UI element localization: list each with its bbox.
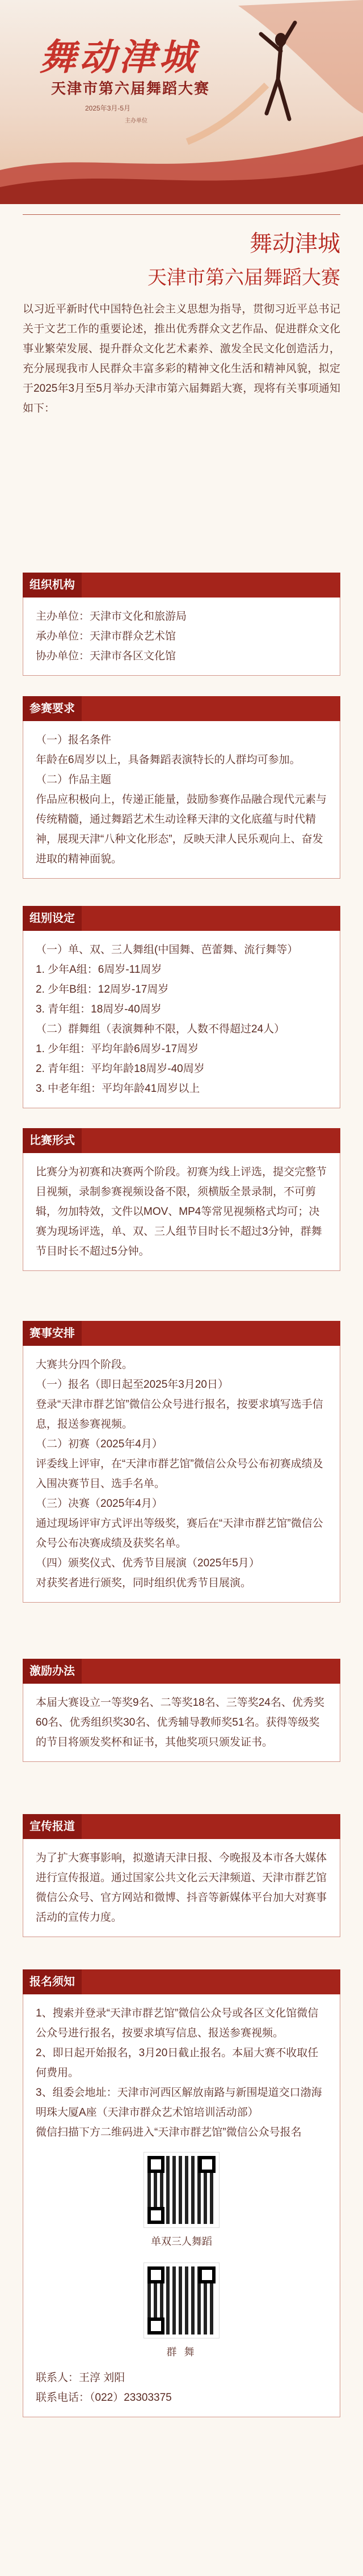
qr-area	[36, 2153, 327, 2362]
qr-code-group[interactable]	[144, 2263, 219, 2338]
section-header	[23, 1969, 340, 1994]
section-body	[23, 1684, 340, 1762]
section-schedule	[23, 1321, 340, 1603]
banner	[0, 0, 363, 204]
section-header	[23, 573, 340, 598]
section-header	[23, 1321, 340, 1346]
schedule-line: 评委线上评审，在“天津市群艺馆”微信公众号公布初赛成绩及入围决赛节目、选手名单。	[36, 1458, 323, 1490]
section-body	[23, 931, 340, 1108]
banner-subtitle: 天津市第六届舞蹈大赛	[51, 80, 210, 97]
schedule-line: （三）决赛（2025年4月）	[36, 1498, 163, 1510]
group-line: 2. 少年B组：12周岁-17周岁	[36, 984, 169, 995]
req-line: 作品应积极向上，传递正能量，鼓励参赛作品融合现代元素与传统精髓，通过舞蹈艺术生动诠释天津的文化底蕴与时代精神，展现天津“八种文化形态”，反映天津人民乐观向上、奋发进取的精神面貌。	[36, 794, 327, 865]
format-line: 比赛分为初赛和决赛两个阶段。初赛为线上评选，提交完整节目视频，录制参赛视频设备不限，须横版全景录制，不可剪辑，勿加特效，文件以MOV、MP4等常见视频格式均可；决赛为现场评选，单、双、三人组节目时长不超过3分钟，群舞节目时长不超过5分钟。	[36, 1166, 327, 1257]
intro-paragraph: 以习近平新时代中国特色社会主义思想为指导，贯彻习近平总书记关于文艺工作的重要论述，推出优秀群众文艺作品、促进群众文化事业繁荣发展、提升群众文化艺术素养、激发全民文化创造活力，充分展现我市人民群众丰富多彩的精神文化生活和精神风貌，拟定于2025年3月至5月举办天津市第六届舞蹈大赛，现将有关事项通知如下：	[23, 303, 340, 414]
section-title: 参赛要求	[23, 696, 82, 721]
signup-line: 微信扫描下方二维码进入“天津市群艺馆”微信公众号报名	[36, 2126, 302, 2138]
schedule-line: （四）颁奖仪式、优秀节目展演（2025年5月）	[36, 1557, 260, 1569]
banner-org: 主办单位	[125, 118, 147, 124]
contact-phone: 联系电话：（022）23303375	[36, 2392, 172, 2404]
req-line: （一）报名条件	[36, 734, 112, 746]
schedule-line: （一）报名（即日起至2025年3月20日）	[36, 1379, 229, 1391]
section-title: 赛事安排	[23, 1321, 82, 1346]
section-body	[23, 1994, 340, 2417]
schedule-line: 通过现场评审方式评出等级奖，赛后在“天津市群艺馆”微信公众号公布决赛成绩及获奖名单。	[36, 1518, 323, 1549]
section-title: 报名须知	[23, 1969, 82, 1994]
group-line: （二）群舞组（表演舞种不限，人数不得超过24人）	[36, 1023, 285, 1035]
section-header	[23, 696, 340, 721]
signup-line: 3、组委会地址：天津市河西区解放南路与新围堤道交口渤海明珠大厦A座（天津市群众艺术馆培训活动部）	[36, 2087, 322, 2119]
section-header	[23, 1814, 340, 1839]
schedule-line: 登录“天津市群艺馆”微信公众号进行报名，按要求填写选手信息，报送参赛视频。	[36, 1399, 323, 1430]
group-line: （一）单、双、三人舞组(中国舞、芭蕾舞、流行舞等）	[36, 944, 298, 956]
group-line: 3. 中老年组：平均年龄41周岁以上	[36, 1083, 200, 1095]
org-line: 协办单位：天津市各区文化馆	[36, 650, 176, 662]
schedule-line: 对获奖者进行颁奖，同时组织优秀节目展演。	[36, 1577, 252, 1589]
banner-title: 舞动津城	[40, 36, 199, 79]
qr-label-solo: 单双三人舞蹈	[151, 2236, 212, 2247]
page-subtitle: 天津市第六届舞蹈大赛	[147, 266, 340, 289]
org-line: 主办单位：天津市文化和旅游局	[36, 611, 187, 622]
section-organization	[23, 573, 340, 676]
section-header	[23, 1659, 340, 1684]
contact-person: 联系人：王淳 刘阳	[36, 2372, 125, 2384]
req-line: （二）作品主题	[36, 774, 112, 786]
section-header	[23, 1128, 340, 1153]
section-format	[23, 1128, 340, 1271]
signup-line: 1、搜索并登录“天津市群艺馆”微信公众号或各区文化馆微信公众号进行报名，按要求填写信息、报送参赛视频。	[36, 2007, 319, 2039]
group-line: 3. 青年组：18周岁-40周岁	[36, 1003, 162, 1015]
award-line: 本届大赛设立一等奖9名、二等奖18名、三等奖24名、优秀奖60名、优秀组织奖30名、优秀辅导教师奖51名。获得等级奖的节目将颁发奖杯和证书，其他奖项只颁发证书。	[36, 1697, 324, 1748]
qr-label-group: 群 舞	[166, 2346, 197, 2358]
qr-code-solo[interactable]	[144, 2153, 219, 2227]
section-title: 激励办法	[23, 1659, 82, 1684]
top-divider	[23, 214, 340, 215]
section-header	[23, 906, 340, 931]
section-groups	[23, 906, 340, 1108]
section-title: 组别设定	[23, 906, 82, 931]
schedule-line: 大赛共分四个阶段。	[36, 1359, 133, 1371]
group-line: 1. 少年组：平均年龄6周岁-17周岁	[36, 1043, 199, 1055]
section-body	[23, 1839, 340, 1937]
signup-line: 2、即日起开始报名，3月20日截止报名。本届大赛不收取任何费用。	[36, 2047, 319, 2079]
req-line: 年龄在6周岁以上，具备舞蹈表演特长的人群均可参加。	[36, 754, 301, 766]
banner-date: 2025年3月-5月	[85, 104, 131, 112]
schedule-line: （二）初赛（2025年4月）	[36, 1438, 163, 1450]
section-title: 比赛形式	[23, 1128, 82, 1153]
page-title: 舞动津城	[250, 231, 340, 257]
section-title: 宣传报道	[23, 1814, 82, 1839]
section-body	[23, 1153, 340, 1271]
section-title: 组织机构	[23, 573, 82, 598]
section-signup	[23, 1969, 340, 2417]
group-line: 1. 少年A组：6周岁-11周岁	[36, 964, 162, 976]
section-promotion	[23, 1814, 340, 1937]
section-requirements	[23, 696, 340, 879]
section-body	[23, 598, 340, 676]
promo-line: 为了扩大赛事影响，拟邀请天津日报、今晚报及本市各大媒体进行宣传报道。通过国家公共文化云天津频道、天津市群艺馆微信公众号、官方网站和微博、抖音等新媒体平台加大对赛事活动的宣传力度。	[36, 1852, 327, 1923]
section-body	[23, 1346, 340, 1603]
group-line: 2. 青年组：平均年龄18周岁-40周岁	[36, 1063, 205, 1075]
section-awards	[23, 1659, 340, 1762]
org-line: 承办单位：天津市群众艺术馆	[36, 630, 176, 642]
section-body	[23, 721, 340, 879]
